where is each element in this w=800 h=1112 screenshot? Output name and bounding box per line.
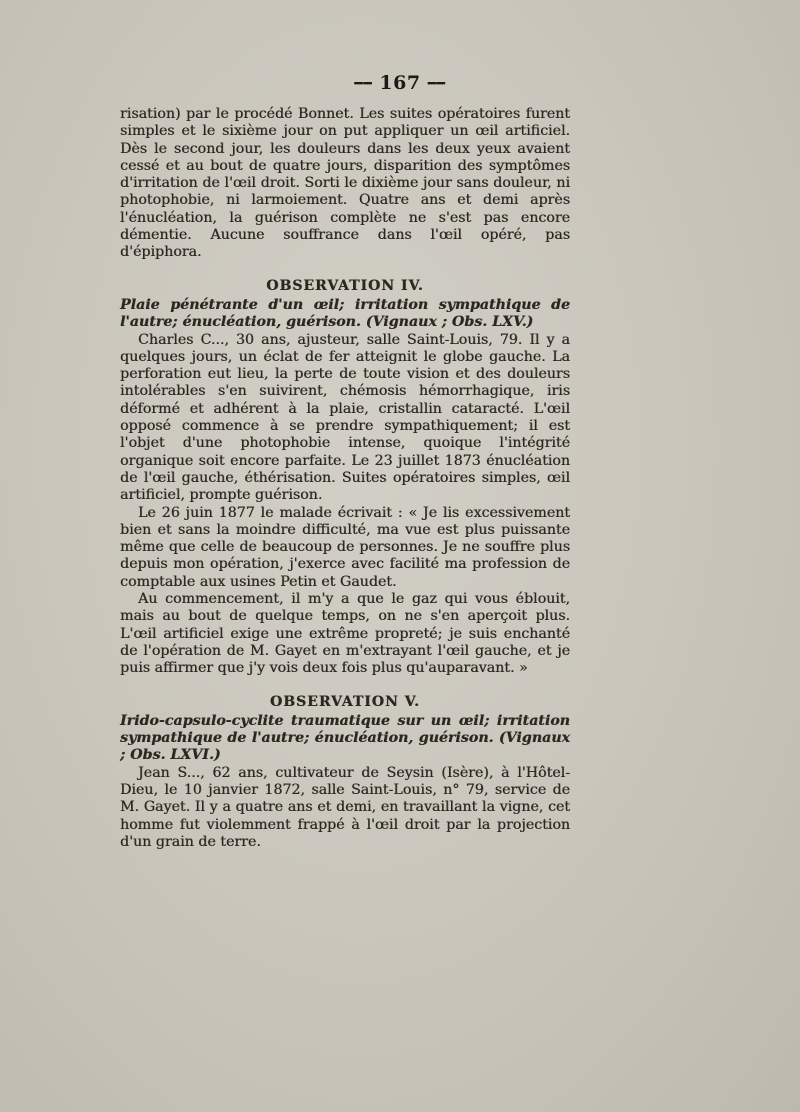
observation-caption: Plaie pénétrante d'un œil; irritation sympathique de l'autre; énucléation, guérison. (Vignaux ; Obs. LXV.) (120, 296, 570, 331)
folio-ornament-right: ━━ (427, 76, 446, 92)
paragraph: Charles C..., 30 ans, ajusteur, salle Saint-Louis, 79. Il y a quelques jours, un éclat de fer atteignit le globe gauche. La perforation eut lieu, la perte de toute vision et des douleurs intolérables s'en suivirent, chémosis hémorrhagique, iris déformé et adhérent à la plaie, cristallin cataracté. L'œil opposé commence à se prendre sympathiquement; il est l'objet d'une photophobie intense, quoique l'intégrité organique soit encore parfaite. Le 23 juillet 1873 énucléation de l'œil gauche, éthérisation. Suites opératoires simples, œil artificiel, prompte guérison. (120, 331, 570, 504)
paragraph: Au commencement, il m'y a que le gaz qui vous éblouit, mais au bout de quelque temps, on ne s'en aperçoit plus. L'œil artificiel exige une extrême propreté; je suis enchanté de l'opération de M. Gayet en m'extrayant l'œil gauche, et je puis affirmer que j'y vois deux fois plus qu'auparavant. » (120, 591, 570, 677)
observation-heading: OBSERVATION IV. (266, 277, 424, 294)
paragraph: Le 26 juin 1877 le malade écrivait : « Je lis excessivement bien et sans la moindre difficulté, ma vue est plus puissante même que celle de beaucoup de personnes. Je ne souffre plus depuis mon opération, j'exerce avec facilité ma profession de comptable aux usines Petin et Gaudet. (120, 504, 570, 590)
page-number-text: 167 (379, 72, 421, 94)
page-number (0, 72, 800, 94)
folio-ornament-left: ━━ (354, 76, 373, 92)
observation-heading: OBSERVATION V. (270, 693, 420, 710)
paragraph-continuation: risation) par le procédé Bonnet. Les suites opératoires furent simples et le sixième jour on put appliquer un œil artificiel. Dès le second jour, les douleurs dans les deux yeux avaient cessé et au bout de quatre jours, disparition des symptômes d'irritation de l'œil droit. Sorti le dixième jour sans douleur, ni photophobie, ni larmoiement. Quatre ans et demi après l'énucléation, la guérison complète ne s'est pas encore démentie. Aucune souffrance dans l'œil opéré, pas d'épiphora. (120, 106, 570, 261)
observation-caption: Irido-capsulo-cyclite traumatique sur un œil; irritation sympathique de l'autre; énucléation, guérison. (Vignaux ; Obs. LXVI.) (120, 712, 570, 764)
paragraph: Jean S..., 62 ans, cultivateur de Seysin (Isère), à l'Hôtel-Dieu, le 10 janvier 1872, salle Saint-Louis, n° 79, service de M. Gayet. Il y a quatre ans et demi, en travaillant la vigne, cet homme fut violemment frappé à l'œil droit par la projection d'un grain de terre. (120, 764, 570, 850)
page-body (120, 106, 570, 851)
